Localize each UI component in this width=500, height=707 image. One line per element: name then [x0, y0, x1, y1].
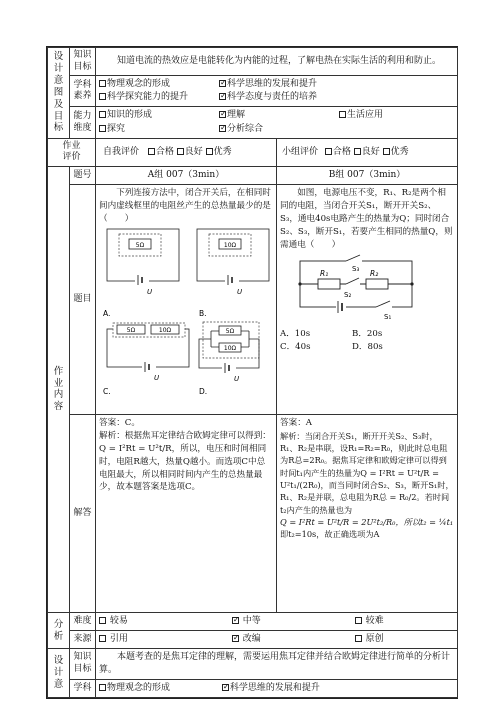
question-b-text: 如图，电源电压不变，R₁、R₂是两个相同的电阻，当闭合开关S₁，断开开关S₂、S₃，通电40s电路产生的热量为Q；同时闭合S₂、S₃，断开S₁，若要产生相同的热量Q，则需通电（ ） — [280, 187, 453, 250]
s3-label: S₃ — [352, 265, 360, 274]
knowledge-goal-text: 知道电流的热效应是电能转化为内能的过程，了解电热在实际生活的利用和防止。 — [96, 48, 458, 76]
knowledge-goal-label: 知识 目标 — [70, 48, 96, 76]
design-side-label: 设 计 意 图 及 目 标 — [48, 48, 70, 139]
resistor-label: 5Ω — [135, 241, 145, 249]
literacy-option[interactable]: 科学探究能力的提升 — [99, 91, 219, 104]
source-option[interactable]: 原创 — [355, 633, 384, 646]
question-a-circuits — [99, 226, 274, 398]
option-label: A. — [103, 308, 111, 318]
knowledge2-text: 本题考查的是焦耳定律的理解，需要运用焦耳定律并结合欧姆定律进行简单的分析计算。 — [96, 649, 458, 680]
content-side-label: 作 业 内 容 — [48, 166, 70, 612]
answer-option: C．40s — [280, 342, 311, 353]
s1-label: S₁ — [384, 313, 392, 322]
source-label: U — [154, 373, 160, 382]
source-options — [96, 631, 458, 649]
circuit-d — [199, 322, 259, 396]
option-label: D. — [199, 386, 208, 396]
circuit-c — [103, 323, 189, 396]
answer-option: D．80s — [352, 342, 383, 353]
literacy-options — [96, 76, 458, 107]
grade-option[interactable]: 良好 — [177, 146, 203, 159]
resistor-label: 10Ω — [223, 241, 237, 249]
source-label: U — [234, 374, 240, 383]
answer-a-result: 答案：C。 — [99, 417, 140, 428]
source-option[interactable]: 引用 — [99, 633, 229, 646]
resistor-label: 10Ω — [158, 326, 172, 334]
literacy2-label: 学科 — [70, 680, 96, 698]
number-label: 题号 — [70, 166, 96, 184]
grade-option[interactable]: 合格 — [325, 146, 351, 159]
worksheet-table — [47, 47, 458, 698]
ability-label: 能力 维度 — [70, 107, 96, 138]
literacy2-option[interactable]: 物理观念的形成 — [99, 682, 219, 695]
source-option[interactable]: ✓ 改编 — [232, 633, 352, 646]
self-evaluation: 自我评价 合格 良好 优秀 — [96, 138, 277, 166]
ability-option[interactable]: ✓ 分析综合 — [219, 123, 263, 136]
ability-option[interactable]: 探究 — [99, 123, 219, 136]
ability-option[interactable]: ✓ 理解 — [219, 109, 339, 122]
evaluation-label: 作业 评价 — [48, 138, 96, 166]
literacy-label: 学科 素养 — [70, 76, 96, 107]
r1-label: R₁ — [320, 269, 329, 279]
resistor-label: 5Ω — [126, 326, 136, 334]
ability-option[interactable]: 知识的形成 — [99, 109, 219, 122]
answer-a-analysis: 解析：根据焦耳定律结合欧姆定律可以得到：Q = I²Rt = U²t/R，所以，电压和时间相同时，电阻R越大，热量Q越小。而选项C中总电阻最大，所以相同时间内产生的总热量最少，故本题答案是选项C。 — [99, 430, 271, 493]
difficulty-label: 难度 — [70, 612, 96, 630]
analysis-side-label: 分 析 — [48, 612, 70, 648]
answer-b-result: 答案：A — [280, 417, 312, 428]
answer-option: B．20s — [352, 329, 383, 340]
answer-b-equation: Q = I²Rt = U²t/R = 2U²t₂/R₀，所以t₂ = ¼t₁ — [280, 516, 454, 527]
answer-b-conclusion: 即t₂=10s，故正确选项为A — [280, 529, 380, 540]
source-label: U — [237, 287, 243, 296]
resistor-label: 5Ω — [225, 327, 235, 335]
question-label: 题目 — [70, 184, 96, 414]
difficulty-option[interactable]: ✓ 中等 — [232, 615, 352, 628]
ability-option[interactable]: 生活应用 — [339, 109, 383, 122]
design2-side-label: 设 计 意 — [48, 649, 70, 698]
knowledge2-label: 知识 目标 — [70, 649, 96, 680]
worksheet — [46, 46, 458, 699]
answer-label: 解答 — [70, 414, 96, 612]
r2-label: R₂ — [370, 269, 379, 279]
grade-option[interactable]: 合格 — [148, 146, 174, 159]
question-a-text: 下列连接方法中，闭合开关后，在相同时间内虚线框里的电阻丝产生的总热量最少的是（ ） — [99, 187, 271, 224]
s2-label: S₂ — [344, 291, 352, 300]
circuit-a — [103, 229, 179, 318]
circuit-b — [197, 229, 269, 318]
option-label: C. — [103, 386, 111, 396]
answer-option: A．10s — [280, 329, 311, 340]
literacy2-option[interactable]: ✓ 科学思维的发展和提升 — [222, 682, 320, 695]
difficulty-option[interactable]: 较易 — [99, 615, 229, 628]
answer-b — [277, 414, 458, 612]
answer-a — [96, 414, 277, 612]
group-evaluation: 小组评价 合格 良好 优秀 — [277, 138, 458, 166]
literacy-option[interactable]: 物理观念的形成 — [99, 78, 219, 91]
question-b — [277, 184, 458, 414]
group-b-header: B组 007（3min） — [277, 166, 458, 184]
option-label: B. — [199, 308, 207, 318]
source-label: 来源 — [70, 631, 96, 649]
source-label: U — [147, 287, 153, 296]
literacy-option[interactable]: ✓ 科学思维的发展和提升 — [219, 78, 317, 91]
literacy2-options — [96, 680, 458, 698]
grade-option[interactable]: 良好 — [354, 146, 380, 159]
literacy-option[interactable]: ✓ 科学态度与责任的培养 — [219, 91, 317, 104]
grade-option[interactable]: 优秀 — [206, 146, 232, 159]
question-b-circuit — [280, 251, 455, 323]
group-a-header: A组 007（3min） — [96, 166, 277, 184]
difficulty-option[interactable]: 较难 — [355, 615, 384, 628]
difficulty-options — [96, 612, 458, 630]
answer-b-analysis: 解析：当闭合开关S₁，断开开关S₂、S₃时，R₁、R₂是串联，设R₁=R₂=R₀，则此时总电阻为R总=2R₀。据焦耳定律和欧姆定律可以得到时间t₁内产生的热量为Q = I²Rt = U²t/R = U²t₁/(2R₀)，而当同时闭合S₂、S₃，断开S₁时，R₁、R₂是并联，总电阻为R总 = R₀/2。若时间t₂内产生的热量也为 — [280, 430, 454, 515]
resistor-label: 10Ω — [223, 344, 237, 352]
grade-option[interactable]: 优秀 — [383, 146, 409, 159]
question-a — [96, 184, 277, 414]
ability-options — [96, 107, 458, 138]
